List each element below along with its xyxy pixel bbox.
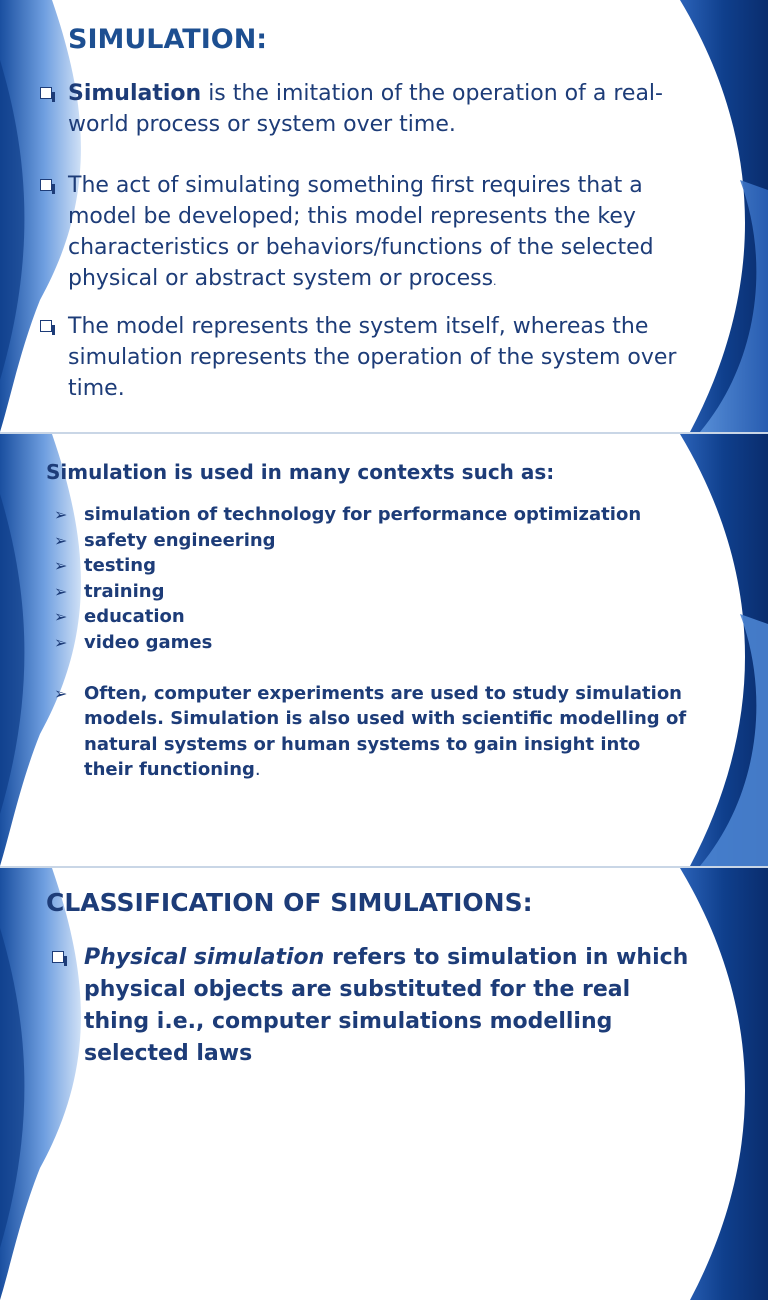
list-item	[40, 78, 710, 140]
slide-contexts	[0, 434, 768, 866]
slide-classification	[0, 868, 768, 1066]
bullet-list	[40, 78, 710, 404]
list-item-text: safety engineering	[84, 529, 276, 551]
arrow-bullet-icon: ➢	[54, 607, 68, 627]
arrow-bullet-icon: ➢	[54, 581, 68, 601]
list-item	[54, 604, 694, 630]
bullet-end: .	[448, 112, 456, 137]
bullet-italic-term: Physical simulation	[84, 945, 325, 970]
arrow-bullet-icon: ➢	[54, 632, 68, 652]
box-bullet-icon	[40, 87, 52, 99]
bullet-text: refers to simulation in which physical objects are substituted for the real thing i.e., computer simulations modelling selected laws	[84, 945, 689, 1066]
slide-background	[0, 868, 768, 1300]
bullet-text: The model represents the system itself, whereas the simulation represents the operation of the system over time	[68, 314, 677, 401]
list-item	[40, 311, 710, 404]
slide-title: SIMULATION:	[68, 24, 268, 55]
list-item	[54, 502, 694, 528]
arrow-bullet-icon: ➢	[54, 683, 68, 703]
slide-simulation	[0, 0, 768, 432]
bullet-text: The act of simulating something first requires that a model be developed; this model represents the key characteristics or behaviors/functions of the selected physical or abstract system or process	[68, 173, 654, 291]
bullet-end: .	[493, 275, 497, 288]
list-item	[54, 553, 694, 579]
bullet-bold-term: Simulation	[68, 81, 202, 106]
list-item	[54, 579, 694, 605]
slide-title: CLASSIFICATION OF SIMULATIONS:	[46, 888, 533, 917]
list-item-text: training	[84, 580, 165, 602]
bullet-end: .	[117, 376, 125, 401]
context-list	[54, 502, 694, 783]
arrow-bullet-icon: ➢	[54, 530, 68, 550]
arrow-bullet-icon: ➢	[54, 556, 68, 576]
paragraph-end: .	[254, 759, 261, 781]
box-bullet-icon	[52, 951, 64, 963]
list-item	[54, 528, 694, 554]
list-item-text: simulation of technology for performance optimization	[84, 504, 642, 525]
bullet-list	[52, 942, 702, 1070]
list-item	[52, 942, 702, 1070]
list-item	[54, 681, 694, 783]
box-bullet-icon	[40, 320, 52, 332]
box-bullet-icon	[40, 179, 52, 191]
arrow-bullet-icon: ➢	[54, 505, 68, 524]
list-item-text: video games	[84, 631, 213, 653]
list-item-text: education	[84, 606, 185, 628]
bullet-text: is the imitation of the operation of a real-world process or system over time	[68, 81, 663, 137]
list-item	[54, 630, 694, 656]
slide-title: Simulation is used in many contexts such as:	[46, 460, 555, 484]
paragraph-text: Often, computer experiments are used to study simulation models. Simulation is also used with scientific modelling of natural systems or human systems to gain insight into their functioning	[84, 682, 687, 781]
list-item-text: testing	[84, 555, 156, 577]
list-item	[40, 170, 710, 297]
